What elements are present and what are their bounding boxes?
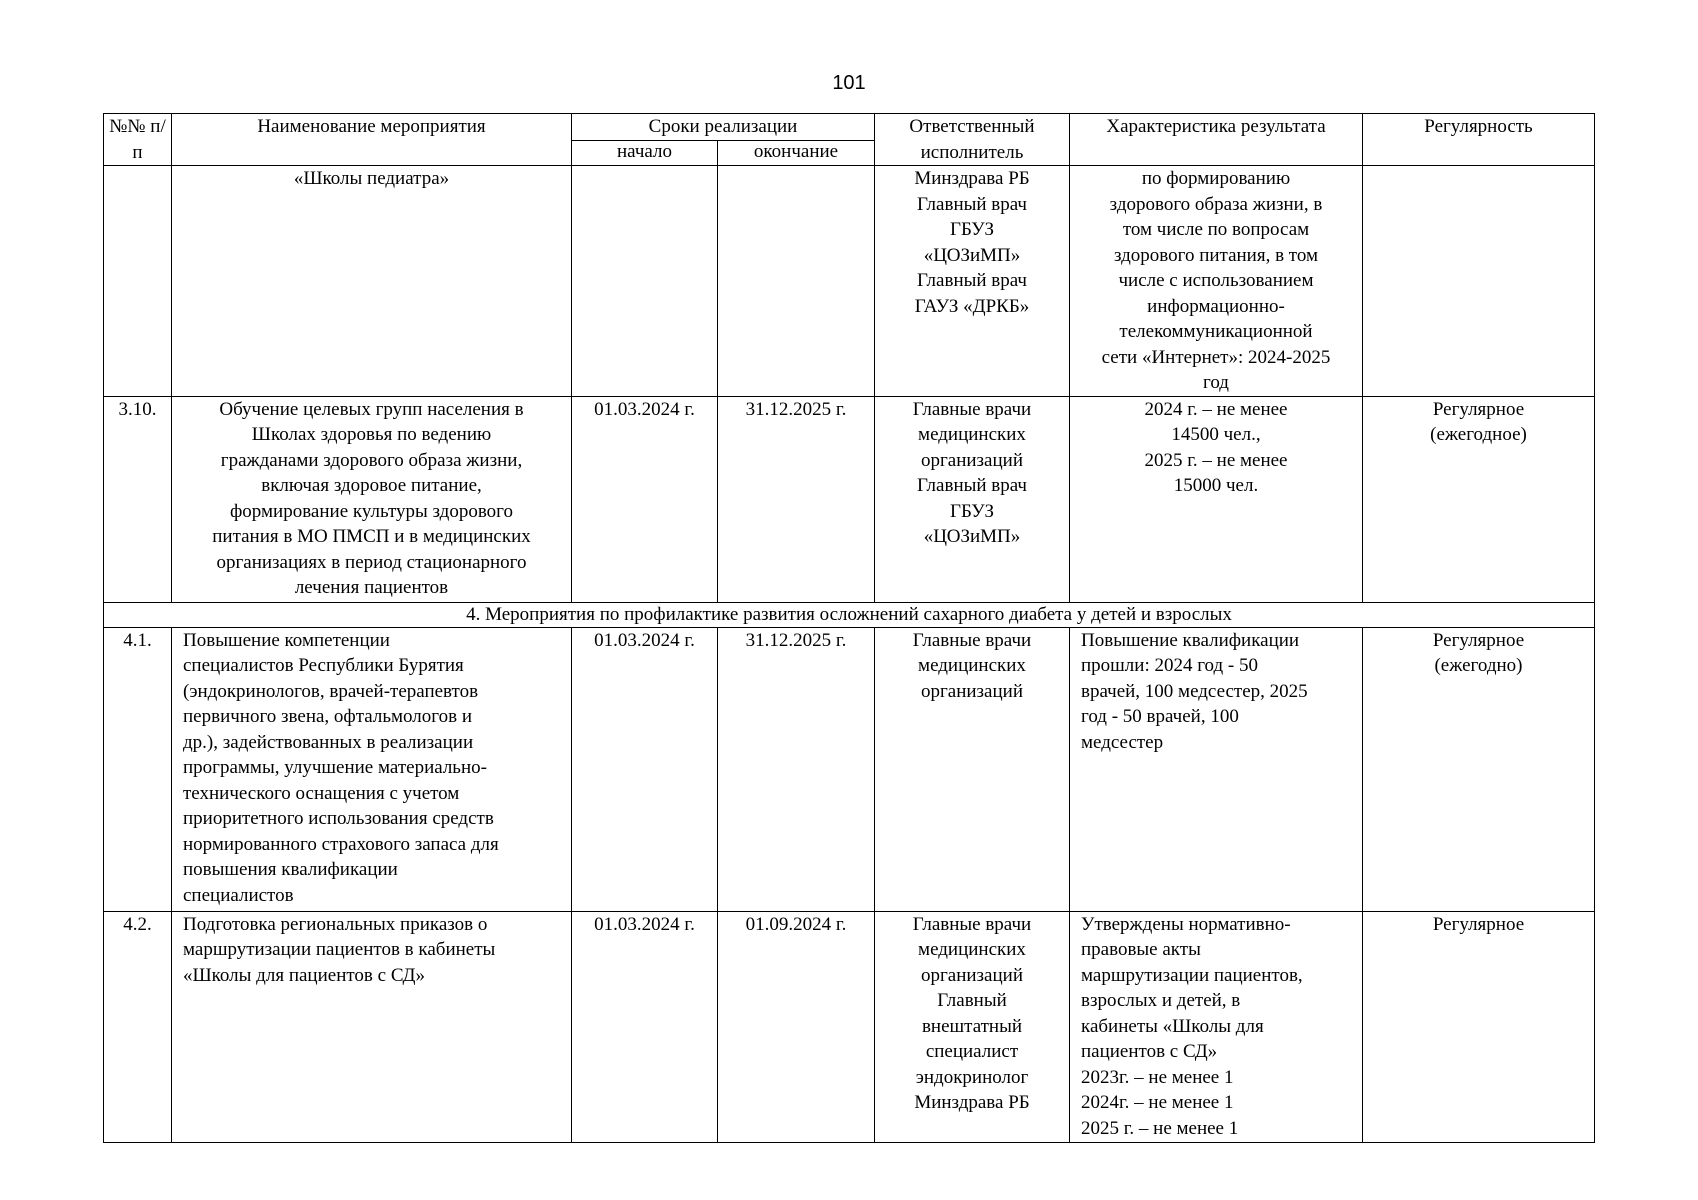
row-regularity: Регулярное xyxy=(1363,911,1595,1142)
row-responsible: Главные врачи медицинских организаций xyxy=(875,627,1070,911)
row-name: Обучение целевых групп населения в Школах здоровья по ведению гражданами здорового образа жизни, включая здоровое питание, формирование культуры здорового питания в МО ПМСП и в медицинских организациях в период стационарного лечения пациентов xyxy=(172,396,572,602)
row-responsible: Главные врачи медицинских организаций Главный врач ГБУЗ «ЦОЗиМП» xyxy=(875,396,1070,602)
table-row xyxy=(104,627,1595,911)
header-name: Наименование мероприятия xyxy=(172,114,572,166)
row-num: 4.1. xyxy=(104,627,172,911)
row-num: 4.2. xyxy=(104,911,172,1142)
row-start xyxy=(572,166,718,397)
row-result: по формированию здорового образа жизни, в том числе по вопросам здорового питания, в том числе с использованием информационно- телекоммуникационной сети «Интернет»: 2024-2025 год xyxy=(1070,166,1363,397)
header-regularity: Регулярность xyxy=(1363,114,1595,166)
section-heading: 4. Мероприятия по профилактике развития осложнений сахарного диабета у детей и взрослых xyxy=(104,602,1595,627)
row-start: 01.03.2024 г. xyxy=(572,911,718,1142)
table-row xyxy=(104,911,1595,1142)
row-end: 31.12.2025 г. xyxy=(718,396,875,602)
header-start: начало xyxy=(572,141,718,166)
row-end: 31.12.2025 г. xyxy=(718,627,875,911)
row-num: 3.10. xyxy=(104,396,172,602)
row-regularity: Регулярное (ежегодное) xyxy=(1363,396,1595,602)
header-terms: Сроки реализации xyxy=(572,114,875,141)
page-number: 101 xyxy=(832,72,866,94)
row-name: «Школы педиатра» xyxy=(172,166,572,397)
row-num xyxy=(104,166,172,397)
row-name: Подготовка региональных приказов о маршрутизации пациентов в кабинеты «Школы для пациентов с СД» xyxy=(172,911,572,1142)
row-responsible: Главные врачи медицинских организаций Главный внештатный специалист эндокринолог Минздрава РБ xyxy=(875,911,1070,1142)
row-responsible: Минздрава РБ Главный врач ГБУЗ «ЦОЗиМП» Главный врач ГАУЗ «ДРКБ» xyxy=(875,166,1070,397)
row-result: Повышение квалификации прошли: 2024 год - 50 врачей, 100 медсестер, 2025 год - 50 врачей, 100 медсестер xyxy=(1070,627,1363,911)
row-end xyxy=(718,166,875,397)
row-start: 01.03.2024 г. xyxy=(572,396,718,602)
activities-table xyxy=(103,113,1595,1143)
table-row xyxy=(104,396,1595,602)
header-row xyxy=(104,114,1595,141)
row-regularity xyxy=(1363,166,1595,397)
header-responsible: Ответственный исполнитель xyxy=(875,114,1070,166)
table-row xyxy=(104,166,1595,397)
row-name: Повышение компетенции специалистов Республики Бурятия (эндокринологов, врачей-терапевтов первичного звена, офтальмологов и др.), задействованных в реализации программы, улучшение материально- технического оснащения с учетом приоритетного использования средств нормированного страхового запаса для повышения квалификации специалистов xyxy=(172,627,572,911)
row-regularity: Регулярное (ежегодно) xyxy=(1363,627,1595,911)
section-heading-row xyxy=(104,602,1595,627)
row-end: 01.09.2024 г. xyxy=(718,911,875,1142)
row-result: Утверждены нормативно- правовые акты маршрутизации пациентов, взрослых и детей, в кабинеты «Школы для пациентов с СД» 2023г. – не менее 1 2024г. – не менее 1 2025 г. – не менее 1 xyxy=(1070,911,1363,1142)
header-end: окончание xyxy=(718,141,875,166)
row-result: 2024 г. – не менее 14500 чел., 2025 г. – не менее 15000 чел. xyxy=(1070,396,1363,602)
header-num: №№ п/п xyxy=(104,114,172,166)
header-result: Характеристика результата xyxy=(1070,114,1363,166)
row-start: 01.03.2024 г. xyxy=(572,627,718,911)
